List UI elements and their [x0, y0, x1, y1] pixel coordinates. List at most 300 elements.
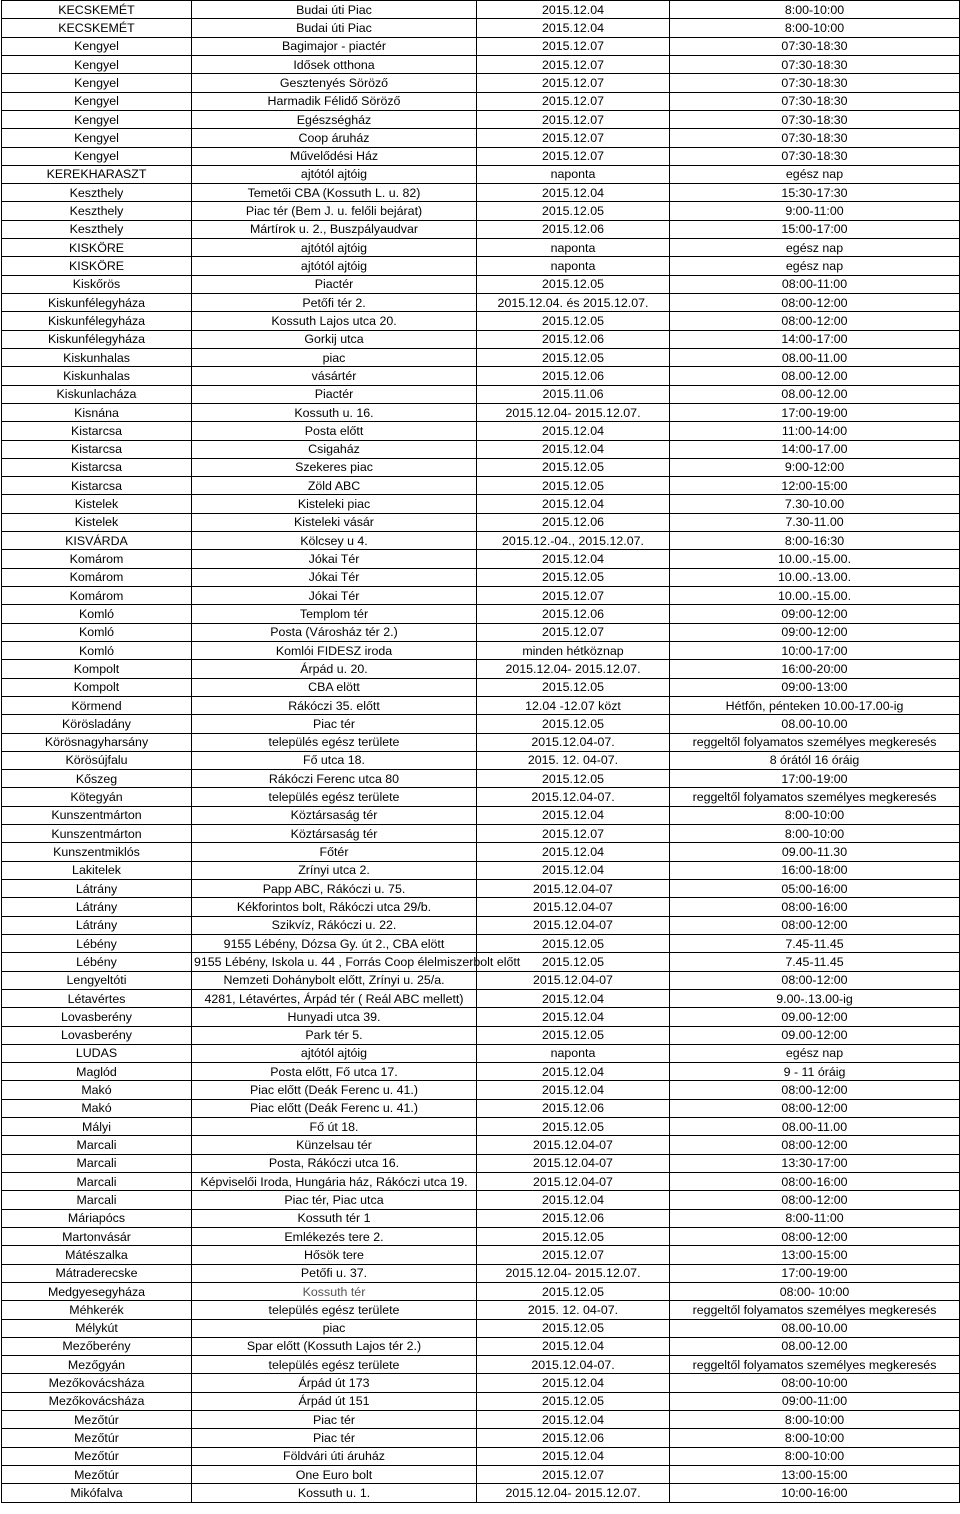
table-row	[2, 147, 960, 165]
date-cell: 2015.12.06	[477, 605, 670, 623]
date-cell: 2015.12.07	[477, 825, 670, 843]
table-row	[2, 202, 960, 220]
date-cell: 2015.12.07	[477, 92, 670, 110]
town-cell: Lakitelek	[2, 861, 192, 879]
town-cell: Mátészalka	[2, 1246, 192, 1264]
town-cell: Maglód	[2, 1063, 192, 1081]
date-cell: 2015.12.07	[477, 55, 670, 73]
time-cell: 16:00-18:00	[670, 861, 960, 879]
date-cell: 2015.12.04. és 2015.12.07.	[477, 294, 670, 312]
table-row	[2, 385, 960, 403]
place-cell: Spar előtt (Kossuth Lajos tér 2.)	[192, 1337, 477, 1355]
date-cell: 2015. 12. 04-07.	[477, 1301, 670, 1319]
town-cell: Kompolt	[2, 678, 192, 696]
town-cell: Kiskőrös	[2, 275, 192, 293]
table-row	[2, 1484, 960, 1502]
place-cell: Köztársaság tér	[192, 806, 477, 824]
date-cell: 2015.12.07	[477, 587, 670, 605]
date-cell: 2015.12.05	[477, 312, 670, 330]
date-cell: 2015.12.04- 2015.12.07.	[477, 1264, 670, 1282]
table-row	[2, 1, 960, 19]
town-cell: Mályi	[2, 1118, 192, 1136]
table-row	[2, 312, 960, 330]
place-cell: Szikvíz, Rákóczi u. 22.	[192, 916, 477, 934]
time-cell: 07:30-18:30	[670, 92, 960, 110]
town-cell: Komló	[2, 605, 192, 623]
place-cell: Egészségház	[192, 110, 477, 128]
date-cell: 2015.12.05	[477, 477, 670, 495]
town-cell: Komárom	[2, 550, 192, 568]
time-cell: 08:00-11:00	[670, 275, 960, 293]
time-cell: 7.30-11.00	[670, 513, 960, 531]
place-cell: település egész területe	[192, 733, 477, 751]
table-row	[2, 550, 960, 568]
date-cell: 2015.12.07	[477, 37, 670, 55]
place-cell: Piactér	[192, 275, 477, 293]
table-row	[2, 843, 960, 861]
town-cell: Kiskunhalas	[2, 348, 192, 366]
time-cell: 15:00-17:00	[670, 220, 960, 238]
place-cell: Árpád út 173	[192, 1374, 477, 1392]
table-row	[2, 1008, 960, 1026]
place-cell: Zöld ABC	[192, 477, 477, 495]
date-cell: 2015.12.04-07.	[477, 1356, 670, 1374]
table-row	[2, 330, 960, 348]
date-cell: 2015.12.04- 2015.12.07.	[477, 403, 670, 421]
place-cell: 4281, Létavértes, Árpád tér ( Reál ABC mellett)	[192, 989, 477, 1007]
town-cell: Makó	[2, 1099, 192, 1117]
place-cell: Árpád u. 20.	[192, 660, 477, 678]
time-cell: 14:00-17:00	[670, 330, 960, 348]
place-cell: Kisteleki vásár	[192, 513, 477, 531]
town-cell: Kiskunhalas	[2, 367, 192, 385]
table-row	[2, 1411, 960, 1429]
table-row	[2, 788, 960, 806]
time-cell: 07:30-18:30	[670, 55, 960, 73]
time-cell: 10:00-16:00	[670, 1484, 960, 1502]
place-cell: Budai úti Piac	[192, 1, 477, 19]
town-cell: Mezőtúr	[2, 1466, 192, 1484]
date-cell: 2015.12.04	[477, 1374, 670, 1392]
date-cell: 2015.12.04	[477, 1008, 670, 1026]
date-cell: 2015.12.04	[477, 861, 670, 879]
time-cell: 10.00.-13.00.	[670, 568, 960, 586]
table-row	[2, 1173, 960, 1191]
place-cell: CBA elött	[192, 678, 477, 696]
town-cell: Kisnána	[2, 403, 192, 421]
table-row	[2, 1063, 960, 1081]
time-cell: 09.00-11.30	[670, 843, 960, 861]
town-cell: Máriapócs	[2, 1209, 192, 1227]
town-cell: Mezőtúr	[2, 1411, 192, 1429]
table-row	[2, 715, 960, 733]
town-cell: Kistelek	[2, 513, 192, 531]
date-cell: 2015.12.04	[477, 1, 670, 19]
town-cell: Kiskunfélegyháza	[2, 294, 192, 312]
place-cell: Kossuth Lajos utca 20.	[192, 312, 477, 330]
date-cell: 2015.12.07	[477, 74, 670, 92]
date-cell: 2015.12.04-07	[477, 916, 670, 934]
place-cell: Kölcsey u 4.	[192, 532, 477, 550]
time-cell: 09.00-12:00	[670, 1026, 960, 1044]
table-row	[2, 477, 960, 495]
date-cell: 12.04 -12.07 közt	[477, 696, 670, 714]
place-cell: Künzelsau tér	[192, 1136, 477, 1154]
table-row	[2, 367, 960, 385]
time-cell: 8:00-10:00	[670, 19, 960, 37]
table-row	[2, 861, 960, 879]
time-cell: 10:00-17:00	[670, 641, 960, 659]
place-cell: piac	[192, 1319, 477, 1337]
time-cell: 8:00-10:00	[670, 1429, 960, 1447]
table-row	[2, 1026, 960, 1044]
date-cell: 2015.12.-04., 2015.12.07.	[477, 532, 670, 550]
table-row	[2, 1356, 960, 1374]
schedule-table-body	[2, 1, 960, 1503]
date-cell: 2015.12.05	[477, 1319, 670, 1337]
time-cell: egész nap	[670, 239, 960, 257]
town-cell: Komárom	[2, 587, 192, 605]
date-cell: 2015.12.05	[477, 1282, 670, 1300]
place-cell: Nemzeti Dohánybolt előtt, Zrínyi u. 25/a.	[192, 971, 477, 989]
date-cell: 2015.12.04	[477, 1411, 670, 1429]
time-cell: 08.00-12.00	[670, 385, 960, 403]
time-cell: 09:00-12:00	[670, 623, 960, 641]
table-row	[2, 1264, 960, 1282]
table-row	[2, 623, 960, 641]
town-cell: Mezőtúr	[2, 1447, 192, 1465]
date-cell: 2015.12.04	[477, 1081, 670, 1099]
town-cell: Látrány	[2, 916, 192, 934]
date-cell: 2015.12.05	[477, 1026, 670, 1044]
table-row	[2, 568, 960, 586]
time-cell: 14:00-17.00	[670, 440, 960, 458]
time-cell: 07:30-18:30	[670, 37, 960, 55]
town-cell: Mikófalva	[2, 1484, 192, 1502]
town-cell: Komló	[2, 623, 192, 641]
table-row	[2, 495, 960, 513]
date-cell: 2015.12.05	[477, 1227, 670, 1245]
date-cell: 2015.12.04	[477, 989, 670, 1007]
town-cell: KISKÖRE	[2, 239, 192, 257]
town-cell: Kengyel	[2, 129, 192, 147]
table-row	[2, 55, 960, 73]
table-row	[2, 1099, 960, 1117]
table-row	[2, 587, 960, 605]
date-cell: 2015.12.05	[477, 678, 670, 696]
table-row	[2, 733, 960, 751]
time-cell: 07:30-18:30	[670, 110, 960, 128]
town-cell: KEREKHARASZT	[2, 165, 192, 183]
table-row	[2, 458, 960, 476]
table-row	[2, 532, 960, 550]
date-cell: 2015.12.05	[477, 275, 670, 293]
time-cell: 08:00-12:00	[670, 971, 960, 989]
time-cell: 08:00-10:00	[670, 1374, 960, 1392]
time-cell: 8 órától 16 óráig	[670, 751, 960, 769]
date-cell: 2015.12.07	[477, 129, 670, 147]
place-cell: Kossuth tér 1	[192, 1209, 477, 1227]
town-cell: Kompolt	[2, 660, 192, 678]
place-cell: Művelődési Ház	[192, 147, 477, 165]
date-cell: 2015.12.06	[477, 1429, 670, 1447]
place-cell: Fő utca 18.	[192, 751, 477, 769]
time-cell: 08:00-16:00	[670, 1173, 960, 1191]
town-cell: Komárom	[2, 568, 192, 586]
place-cell: Idősek otthona	[192, 55, 477, 73]
place-cell: Budai úti Piac	[192, 19, 477, 37]
town-cell: Marcali	[2, 1136, 192, 1154]
time-cell: 7.30-10.00	[670, 495, 960, 513]
time-cell: 15:30-17:30	[670, 184, 960, 202]
town-cell: Körösladány	[2, 715, 192, 733]
time-cell: 7.45-11.45	[670, 934, 960, 952]
place-cell: Kossuth u. 1.	[192, 1484, 477, 1502]
date-cell: naponta	[477, 1044, 670, 1062]
town-cell: Kengyel	[2, 110, 192, 128]
table-row	[2, 825, 960, 843]
place-cell: Szekeres piac	[192, 458, 477, 476]
time-cell: 7.45-11.45	[670, 953, 960, 971]
time-cell: 8:00-10:00	[670, 825, 960, 843]
table-row	[2, 294, 960, 312]
town-cell: Lébény	[2, 934, 192, 952]
table-row	[2, 1466, 960, 1484]
time-cell: 8:00-10:00	[670, 1447, 960, 1465]
time-cell: reggeltől folyamatos személyes megkeresés	[670, 1301, 960, 1319]
place-cell: Jókai Tér	[192, 587, 477, 605]
time-cell: egész nap	[670, 257, 960, 275]
date-cell: naponta	[477, 239, 670, 257]
time-cell: 9:00-11:00	[670, 202, 960, 220]
date-cell: 2015.12.07	[477, 110, 670, 128]
time-cell: 07:30-18:30	[670, 129, 960, 147]
time-cell: 08.00-11.00	[670, 348, 960, 366]
place-cell: Park tér 5.	[192, 1026, 477, 1044]
table-row	[2, 660, 960, 678]
date-cell: 2015. 12. 04-07.	[477, 751, 670, 769]
table-row	[2, 1282, 960, 1300]
date-cell: 2015.12.04	[477, 1063, 670, 1081]
table-row	[2, 129, 960, 147]
town-cell: Mezőgyán	[2, 1356, 192, 1374]
time-cell: 08:00-12:00	[670, 312, 960, 330]
place-cell: település egész területe	[192, 788, 477, 806]
town-cell: Kengyel	[2, 55, 192, 73]
table-row	[2, 440, 960, 458]
time-cell: egész nap	[670, 165, 960, 183]
table-row	[2, 1301, 960, 1319]
table-row	[2, 92, 960, 110]
table-row	[2, 19, 960, 37]
place-cell: település egész területe	[192, 1301, 477, 1319]
date-cell: 2015.12.04-07.	[477, 733, 670, 751]
date-cell: 2015.12.04	[477, 1447, 670, 1465]
time-cell: 8:00-10:00	[670, 1411, 960, 1429]
date-cell: 2015.12.04- 2015.12.07.	[477, 1484, 670, 1502]
place-cell: Emlékezés tere 2.	[192, 1227, 477, 1245]
town-cell: Kistarcsa	[2, 458, 192, 476]
town-cell: Lébény	[2, 953, 192, 971]
place-cell: Papp ABC, Rákóczi u. 75.	[192, 880, 477, 898]
time-cell: 05:00-16:00	[670, 880, 960, 898]
town-cell: LUDAS	[2, 1044, 192, 1062]
table-row	[2, 1319, 960, 1337]
town-cell: Mezőberény	[2, 1337, 192, 1355]
time-cell: reggeltől folyamatos személyes megkeresés	[670, 1356, 960, 1374]
table-row	[2, 348, 960, 366]
town-cell: Kistarcsa	[2, 422, 192, 440]
town-cell: Körmend	[2, 696, 192, 714]
table-row	[2, 1374, 960, 1392]
town-cell: Mélykút	[2, 1319, 192, 1337]
time-cell: 13:00-15:00	[670, 1466, 960, 1484]
town-cell: Kiskunlacháza	[2, 385, 192, 403]
time-cell: reggeltől folyamatos személyes megkeresés	[670, 733, 960, 751]
table-row	[2, 275, 960, 293]
schedule-table	[1, 0, 960, 1503]
town-cell: Mátraderecske	[2, 1264, 192, 1282]
time-cell: 17:00-19:00	[670, 403, 960, 421]
date-cell: 2015.12.04	[477, 1337, 670, 1355]
time-cell: 08.00-12.00	[670, 1337, 960, 1355]
table-row	[2, 513, 960, 531]
town-cell: Keszthely	[2, 220, 192, 238]
table-row	[2, 971, 960, 989]
place-cell: Piac tér	[192, 1429, 477, 1447]
place-cell: Zrínyi utca 2.	[192, 861, 477, 879]
town-cell: KISKÖRE	[2, 257, 192, 275]
time-cell: 8:00-16:30	[670, 532, 960, 550]
town-cell: Méhkerék	[2, 1301, 192, 1319]
place-cell: ajtótól ajtóig	[192, 1044, 477, 1062]
time-cell: 8:00-10:00	[670, 806, 960, 824]
place-cell: Árpád út 151	[192, 1392, 477, 1410]
town-cell: Kistarcsa	[2, 477, 192, 495]
date-cell: naponta	[477, 165, 670, 183]
place-cell: Harmadik Félidő Söröző	[192, 92, 477, 110]
town-cell: Kengyel	[2, 92, 192, 110]
date-cell: 2015.12.07	[477, 1246, 670, 1264]
date-cell: 2015.12.04	[477, 550, 670, 568]
table-row	[2, 696, 960, 714]
table-row	[2, 74, 960, 92]
date-cell: 2015.12.04-07.	[477, 788, 670, 806]
date-cell: 2015.12.04-07	[477, 1136, 670, 1154]
table-row	[2, 898, 960, 916]
time-cell: 08:00-12:00	[670, 916, 960, 934]
table-row	[2, 989, 960, 1007]
table-row	[2, 770, 960, 788]
place-cell: Piac tér	[192, 1411, 477, 1429]
table-row	[2, 110, 960, 128]
town-cell: Kengyel	[2, 37, 192, 55]
town-cell: Kiskunfélegyháza	[2, 312, 192, 330]
place-cell: Kossuth tér	[192, 1282, 477, 1300]
table-row	[2, 934, 960, 952]
town-cell: Mezőkovácsháza	[2, 1392, 192, 1410]
table-row	[2, 806, 960, 824]
town-cell: Mezőkovácsháza	[2, 1374, 192, 1392]
town-cell: Makó	[2, 1081, 192, 1099]
date-cell: 2015.12.07	[477, 147, 670, 165]
town-cell: Lovasberény	[2, 1008, 192, 1026]
table-row	[2, 422, 960, 440]
date-cell: 2015.12.04	[477, 806, 670, 824]
table-row	[2, 1081, 960, 1099]
date-cell: 2015.12.04	[477, 422, 670, 440]
place-cell: Gorkij utca	[192, 330, 477, 348]
town-cell: Marcali	[2, 1154, 192, 1172]
place-cell: település egész területe	[192, 1356, 477, 1374]
date-cell: 2015.12.06	[477, 330, 670, 348]
date-cell: 2015.12.06	[477, 513, 670, 531]
place-cell: Piac tér (Bem J. u. felőli bejárat)	[192, 202, 477, 220]
place-cell: Posta, Rákóczi utca 16.	[192, 1154, 477, 1172]
town-cell: Körösújfalu	[2, 751, 192, 769]
town-cell: KECSKEMÉT	[2, 19, 192, 37]
town-cell: Kistelek	[2, 495, 192, 513]
time-cell: 17:00-19:00	[670, 1264, 960, 1282]
place-cell: ajtótól ajtóig	[192, 239, 477, 257]
time-cell: 08:00-12:00	[670, 294, 960, 312]
town-cell: Kiskunfélegyháza	[2, 330, 192, 348]
place-cell: Piactér	[192, 385, 477, 403]
date-cell: 2015.12.07	[477, 1466, 670, 1484]
town-cell: Látrány	[2, 898, 192, 916]
date-cell: 2015.11.06	[477, 385, 670, 403]
time-cell: 08:00-12:00	[670, 1227, 960, 1245]
date-cell: 2015.12.04-07	[477, 880, 670, 898]
time-cell: 8:00-11:00	[670, 1209, 960, 1227]
place-cell: piac	[192, 348, 477, 366]
place-cell: Jókai Tér	[192, 550, 477, 568]
town-cell: Látrány	[2, 880, 192, 898]
table-row	[2, 953, 960, 971]
time-cell: 08.00-11.00	[670, 1118, 960, 1136]
time-cell: 08:00-12:00	[670, 1191, 960, 1209]
town-cell: Keszthely	[2, 184, 192, 202]
table-row	[2, 1191, 960, 1209]
date-cell: 2015.12.04	[477, 1191, 670, 1209]
time-cell: Hétfőn, pénteken 10.00-17.00-ig	[670, 696, 960, 714]
date-cell: 2015.12.04	[477, 440, 670, 458]
date-cell: 2015.12.06	[477, 220, 670, 238]
date-cell: 2015.12.06	[477, 1099, 670, 1117]
table-row	[2, 1209, 960, 1227]
table-row	[2, 239, 960, 257]
place-cell: Posta (Városház tér 2.)	[192, 623, 477, 641]
town-cell: Létavértes	[2, 989, 192, 1007]
place-cell: Fő út 18.	[192, 1118, 477, 1136]
table-row	[2, 1227, 960, 1245]
town-cell: Mezőtúr	[2, 1429, 192, 1447]
date-cell: 2015.12.04	[477, 495, 670, 513]
table-row	[2, 403, 960, 421]
time-cell: 13:00-15:00	[670, 1246, 960, 1264]
time-cell: 07:30-18:30	[670, 74, 960, 92]
place-cell: 9155 Lébény, Iskola u. 44 , Forrás Coop élelmiszerbolt előtt	[192, 953, 477, 971]
date-cell: 2015.12.04	[477, 843, 670, 861]
place-cell: Jókai Tér	[192, 568, 477, 586]
place-cell: Posta előtt, Fő utca 17.	[192, 1063, 477, 1081]
time-cell: 08:00-12:00	[670, 1081, 960, 1099]
table-row	[2, 1118, 960, 1136]
place-cell: ajtótól ajtóig	[192, 165, 477, 183]
date-cell: 2015.12.04- 2015.12.07.	[477, 660, 670, 678]
date-cell: 2015.12.06	[477, 1209, 670, 1227]
town-cell: Keszthely	[2, 202, 192, 220]
